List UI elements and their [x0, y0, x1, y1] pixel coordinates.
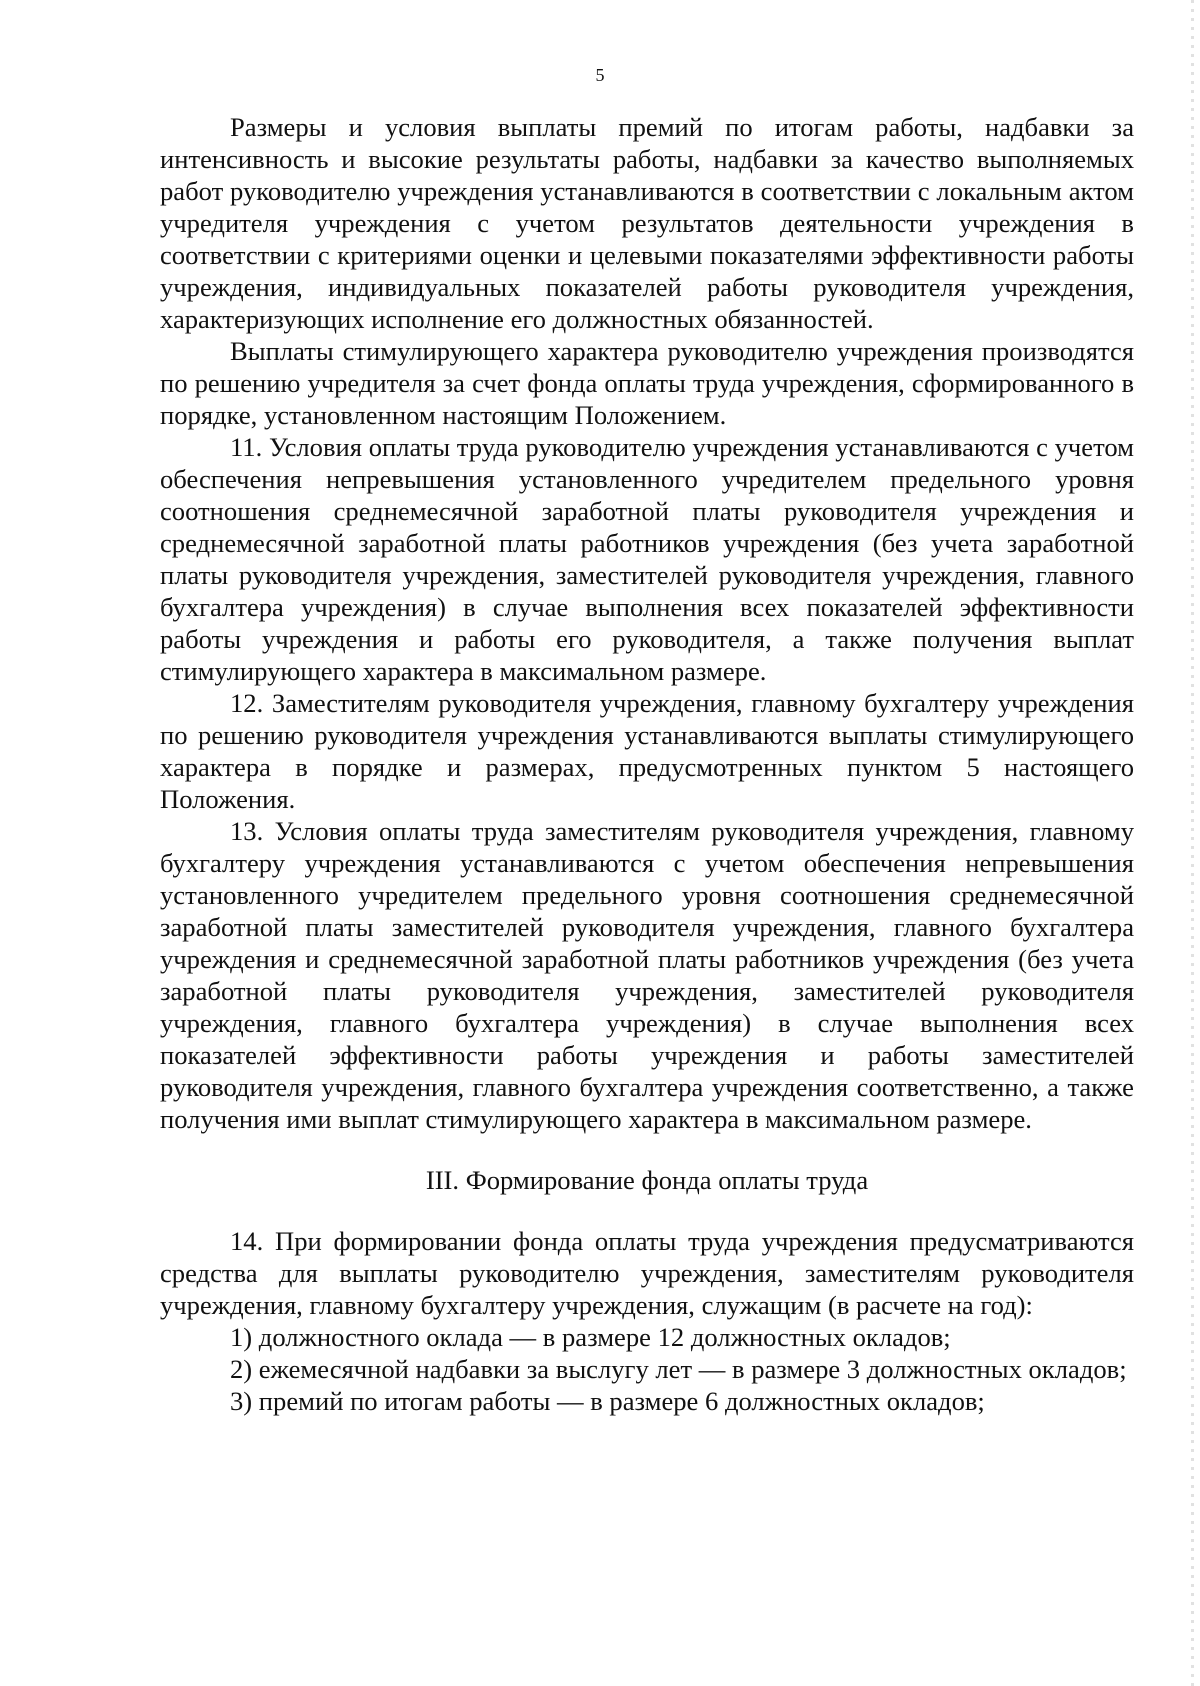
paragraph-bonus-conditions: Размеры и условия выплаты премий по итогам работы, надбавки за интенсивность и высокие результаты работы, надбавки за качество выполняемых работ руководителю учреждения устанавливаются в соответствии с локальным актом учредителя учреждения с учетом результатов деятельности учреждения в соответствии с критериями оценки и целевыми показателями эффективности работы учреждения, индивидуальных показателей работы руководителя учреждения, характеризующих исполнение его должностных обязанностей.: [160, 112, 1134, 334]
paragraph-incentive-payments: Выплаты стимулирующего характера руководителю учреждения производятся по решению учредителя за счет фонда оплаты труда учреждения, сформированного в порядке, установленном настоящим Положением.: [160, 336, 1134, 430]
section-heading: III. Формирование фонда оплаты труда: [425, 1165, 869, 1195]
list-item-3: 3) премий по итогам работы — в размере 6 должностных окладов;: [230, 1386, 985, 1416]
list-item-1: 1) должностного оклада — в размере 12 должностных окладов;: [230, 1322, 951, 1352]
page-number: 5: [595, 65, 605, 85]
scan-edge-artifact: [1191, 0, 1194, 1686]
document-body: [160, 111, 1134, 1417]
paragraph-item-11: 11. Условия оплаты труда руководителю учреждения устанавливаются с учетом обеспечения непревышения установленного учредителем предельного уровня соотношения среднемесячной заработной платы руководителя учреждения и среднемесячной заработной платы работников учреждения (без учета заработной платы руководителя учреждения, заместителей руководителя учреждения, главного бухгалтера учреждения) в случае выполнения всех показателей эффективности работы учреждения и работы его руководителя, а также получения выплат стимулирующего характера в максимальном размере.: [160, 432, 1134, 686]
paragraph-item-12: 12. Заместителям руководителя учреждения, главному бухгалтеру учреждения по решению руководителя учреждения устанавливаются выплаты стимулирующего характера в порядке и размерах, предусмотренных пунктом 5 настоящего Положения.: [160, 688, 1134, 814]
paragraph-item-13: 13. Условия оплаты труда заместителям руководителя учреждения, главному бухгалтеру учреждения устанавливаются с учетом обеспечения непревышения установленного учредителем предельного уровня соотношения среднемесячной заработной платы заместителей руководителя учреждения, главного бухгалтера учреждения и среднемесячной заработной платы работников учреждения (без учета заработной платы руководителя учреждения, заместителей руководителя учреждения, главного бухгалтера учреждения) в случае выполнения всех показателей эффективности работы учреждения и работы заместителей руководителя учреждения, главного бухгалтера учреждения соответственно, а также получения ими выплат стимулирующего характера в максимальном размере.: [160, 816, 1134, 1134]
list-item-2: 2) ежемесячной надбавки за выслугу лет — в размере 3 должностных окладов;: [230, 1354, 1127, 1384]
paragraph-item-14: 14. При формировании фонда оплаты труда учреждения предусматриваются средства для выплаты руководителю учреждения, заместителям руководителя учреждения, главному бухгалтеру учреждения, служащим (в расчете на год):: [160, 1226, 1134, 1320]
